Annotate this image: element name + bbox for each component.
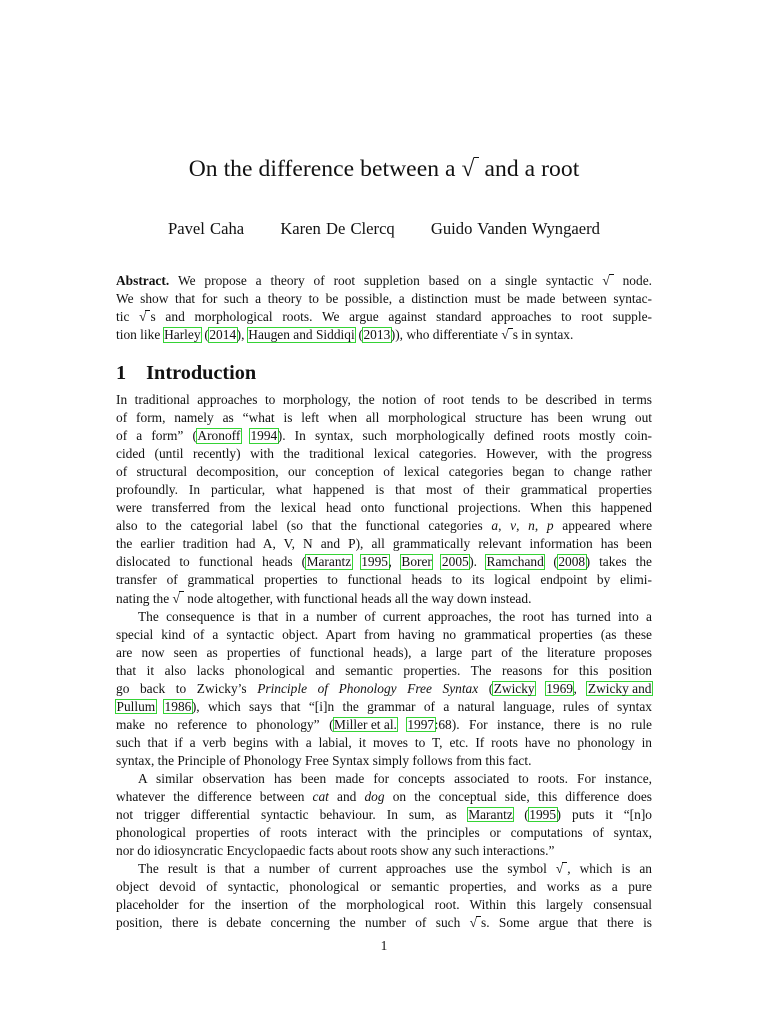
body-line (116, 445, 652, 463)
italic-text: a (491, 518, 499, 534)
text-run: go back to Zwicky’s (116, 680, 258, 696)
body-line (116, 824, 652, 842)
text-run: s in syntax. (512, 327, 574, 343)
body-line (116, 734, 652, 752)
text-run: , (516, 518, 529, 534)
body-line (116, 391, 652, 409)
body-line (116, 427, 652, 445)
citation-link[interactable]: Aronoff (197, 428, 241, 444)
text-run: ( (201, 327, 209, 343)
body-line (116, 626, 652, 644)
text-run: of structural decomposition, our conception of lexical categories began to change rather (116, 464, 652, 480)
text-run: ( (478, 680, 494, 696)
abstract-line (116, 308, 652, 326)
italic-text: n (528, 518, 535, 534)
author-name: Karen De Clercq (280, 219, 395, 238)
text-run: ( (544, 554, 558, 570)
text-run: of form, namely as “what is left when all morphological structure has been wrung out (116, 410, 652, 426)
body-line (116, 770, 652, 788)
citation-link[interactable]: 2014 (209, 327, 237, 343)
body-line (116, 680, 652, 698)
text-run: phonological properties of roots interact with the principles or computations of syntax, (116, 825, 652, 841)
text-run: profoundly. In particular, what happened is that most of their grammatical properties (116, 482, 652, 498)
text-run: such that if a verb begins with a labial, it moves to T, etc. If roots have no phonology in (116, 734, 652, 750)
text-run: , (388, 554, 401, 570)
text-run: :68). For instance, there is no rule (434, 716, 652, 732)
text-run: , (534, 518, 547, 534)
root-symbol: √ (462, 156, 479, 183)
citation-link[interactable]: 1969 (546, 680, 573, 696)
body-line (116, 571, 652, 589)
text-run: ) puts it “[n]o (556, 807, 652, 823)
text-run: The consequence is that in a number of current approaches, the root has turned into a (138, 608, 652, 624)
body-line (116, 698, 652, 716)
text-run: also to the categorial label (so that the functional categories (116, 518, 492, 534)
paper-title (116, 156, 652, 183)
text-run: nating the (116, 590, 173, 606)
body-line (116, 517, 652, 535)
text-run: syntax, the Principle of Phonology Free Syntax simply follows from this fact. (116, 752, 532, 768)
text-run: ). (469, 554, 487, 570)
abstract-line (116, 272, 652, 290)
root-symbol: √ (556, 860, 567, 878)
text-run: A similar observation has been made for concepts associated to roots. For instance, (138, 770, 652, 786)
text-run: whatever the difference between (116, 789, 313, 805)
text-run: s. Some argue that there is (480, 915, 652, 931)
root-symbol: √ (501, 326, 512, 344)
text-run: , (498, 518, 511, 534)
body-line (116, 806, 652, 824)
section-number: 1 (116, 362, 127, 384)
body-line (116, 842, 652, 860)
body-line (116, 481, 652, 499)
body-line (116, 914, 652, 932)
citation-link[interactable]: Zwicky (493, 680, 535, 696)
citation-link[interactable]: 2013 (363, 327, 391, 343)
text-run: placeholder for the insertion of the morphological root. Within this largely consensual (116, 897, 652, 913)
text-run: on the conceptual side, this difference does (384, 789, 652, 805)
text-run: tion like (116, 327, 164, 343)
citation-link[interactable]: Ramchand (486, 554, 544, 570)
root-symbol: √ (470, 914, 481, 932)
body-line (116, 644, 652, 662)
body-line (116, 860, 652, 878)
root-symbol: √ (173, 590, 184, 608)
text-run: In traditional approaches to morphology, the notion of root tends to be described in terms (116, 392, 652, 407)
body-line (116, 752, 652, 770)
text-run: ), which says that “[i]n the grammar of a natural language, rules of syntax (191, 698, 652, 714)
root-symbol: √ (602, 272, 613, 290)
text-run: not trigger differential syntactic behaviour. In sum, as (116, 807, 468, 823)
text-run: were transferred from the lexical head onto functional projections. When this happened (116, 500, 652, 516)
italic-text: dog (364, 789, 385, 805)
text-run: node. (613, 273, 652, 288)
author-name: Guido Vanden Wyngaerd (430, 219, 600, 238)
italic-text: v (510, 518, 517, 534)
text-run: transfer of grammatical properties to functional heads to its logical endpoint by elimi- (116, 572, 652, 588)
text-run: We show that for such a theory to be possible, a distinction must be made between syntac- (116, 291, 652, 307)
text-run: of a form” ( (116, 428, 197, 444)
body-line (116, 896, 652, 914)
citation-link[interactable]: 1986 (164, 698, 192, 714)
citation-link[interactable]: Marantz (468, 807, 513, 823)
italic-text: Principle of Phonology Free Syntax (257, 680, 479, 696)
citation-link[interactable]: 1995 (529, 807, 557, 823)
body-line (116, 535, 652, 553)
text-run: ( (355, 327, 363, 343)
abstract-line (116, 290, 652, 308)
text-run: The result is that a number of current approaches use the symbol (138, 861, 556, 877)
text-run: ). In syntax, such morphologically defined roots mostly coin- (277, 428, 653, 444)
text-run: node altogether, with functional heads all the way down instead. (183, 590, 532, 606)
text-run: special kind of a syntactic object. Apart from having no grammatical properties (as these (116, 626, 652, 642)
text-run: that it also lacks phonological and semantic properties. The reasons for this position (116, 662, 652, 678)
body-line (116, 878, 652, 896)
body-line (116, 463, 652, 481)
page-number: 1 (380, 938, 388, 953)
text-run: ) takes the (585, 554, 652, 570)
title-text-before: On the difference between a (188, 156, 456, 182)
text-run: cided (until recently) with the traditional lexical categories. However, with the progress (116, 446, 652, 462)
text-run: the earlier tradition had A, V, N and P), all grammatically relevant information has been (116, 536, 652, 552)
citation-link[interactable]: 2008 (558, 554, 586, 570)
author-name: Pavel Caha (168, 219, 245, 238)
body-line (116, 788, 652, 806)
text-run: , which is an (567, 861, 653, 877)
text-run: nor do idiosyncratic Encyclopaedic facts about roots show any such interactions.” (116, 843, 555, 859)
citation-link[interactable]: 1997 (407, 716, 435, 732)
text-run: , (573, 680, 588, 696)
citation-link[interactable]: Miller et al. (334, 716, 397, 732)
text-run: )), who differentiate (390, 327, 502, 343)
root-symbol: √ (139, 308, 150, 326)
abstract-line (116, 326, 652, 344)
text-run: tic (116, 309, 140, 325)
body-line (116, 716, 652, 734)
body-text (116, 391, 652, 932)
text-run: ), (236, 327, 248, 343)
text-run: position, there is debate concerning the number of such (116, 915, 470, 931)
body-line (116, 590, 652, 608)
citation-link[interactable]: Borer (401, 554, 432, 570)
author-list (116, 219, 652, 239)
text-run: ( (513, 807, 529, 823)
abstract-label: Abstract. (116, 273, 179, 288)
body-line (116, 409, 652, 427)
text-run: make no reference to phonology” ( (116, 716, 334, 732)
section-title: Introduction (146, 362, 257, 384)
text-run: and (328, 789, 365, 805)
citation-link[interactable]: Pullum (116, 698, 156, 714)
body-line (116, 553, 652, 571)
abstract (116, 272, 652, 344)
body-line (116, 608, 652, 626)
text-run: s and morphological roots. We argue against standard approaches to root supple- (150, 309, 653, 325)
section-heading (116, 362, 256, 385)
citation-link[interactable]: 2005 (441, 554, 469, 570)
body-line (116, 499, 652, 517)
citation-link[interactable]: Zwicky and (587, 680, 652, 696)
citation-link[interactable]: Harley (164, 327, 201, 343)
text-run: dislocated to functional heads ( (116, 554, 307, 570)
text-run: We propose a theory of root suppletion based on a single syntactic (178, 273, 603, 288)
citation-link[interactable]: 1994 (250, 428, 278, 444)
citation-link[interactable]: Marantz (306, 554, 352, 570)
text-run: object devoid of syntactic, phonological or semantic properties, and works as a pure (116, 879, 652, 895)
title-text-after: and a root (484, 156, 580, 182)
text-run: appeared where (553, 518, 653, 534)
citation-link[interactable]: Haugen and Siddiqi (248, 327, 355, 343)
citation-link[interactable]: 1995 (361, 554, 388, 570)
text-run: are now seen as properties of functional heads), a large part of the literature proposes (116, 644, 652, 660)
italic-text: p (546, 518, 554, 534)
italic-text: cat (312, 789, 329, 805)
body-line (116, 662, 652, 680)
